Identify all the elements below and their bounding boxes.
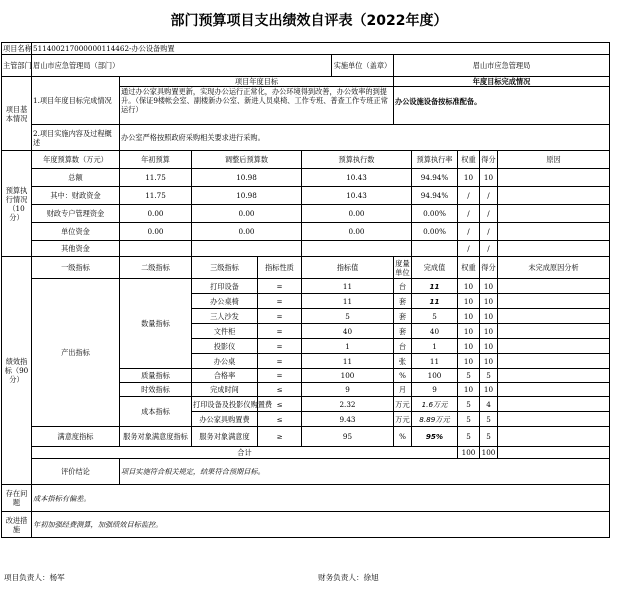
l1-satisfaction: 满意度指标	[32, 427, 120, 447]
perf-cell	[498, 412, 610, 427]
perf-cell: 办公桌椅	[192, 294, 258, 309]
l2-time: 时效指标	[120, 383, 192, 397]
total-label: 合计	[32, 447, 458, 459]
budget-cell: 0.00	[192, 223, 302, 241]
perf-section-label: 绩效指标（90分）	[2, 257, 32, 485]
dept-label: 主管部门	[2, 55, 32, 77]
budget-header: 年度预算数（万元）	[32, 151, 120, 169]
perf-header: 权重	[458, 257, 480, 279]
done-text: 办公设施设备按标准配备。	[394, 87, 610, 125]
perf-cell: 投影仪	[192, 339, 258, 354]
perf-cell: 11	[412, 354, 458, 369]
impl-value: 眉山市应急管理局	[394, 55, 610, 77]
perf-cell: 5	[480, 369, 498, 383]
budget-cell: 0.00%	[412, 205, 458, 223]
perf-cell: 1	[302, 339, 394, 354]
budget-section-label: 预算执行情况（10分）	[2, 151, 32, 257]
perf-cell: =	[258, 369, 302, 383]
l2-quality: 质量指标	[120, 369, 192, 383]
perf-cell: 11	[412, 279, 458, 294]
issue-text: 成本指标有偏差。	[32, 485, 610, 512]
budget-cell	[498, 187, 610, 205]
perf-cell: 4	[480, 397, 498, 412]
perf-cell: 10	[480, 279, 498, 294]
done-header: 年度目标完成情况	[394, 77, 610, 87]
budget-cell: /	[480, 223, 498, 241]
finance-owner: 财务负责人：徐旭	[318, 573, 379, 582]
perf-cell: 11	[302, 279, 394, 294]
issue-label: 存在问题	[2, 485, 32, 512]
process-text: 办公室严格按照政府采购相关要求进行采购。	[120, 125, 610, 151]
perf-cell: 10	[480, 354, 498, 369]
perf-cell: 三人沙发	[192, 309, 258, 324]
perf-cell: 套	[394, 324, 412, 339]
perf-cell: 完成时间	[192, 383, 258, 397]
l2-service: 服务对象满意度指标	[120, 427, 192, 447]
perf-cell	[498, 309, 610, 324]
goal-question: 1.项目年度目标完成情况	[32, 77, 120, 125]
perf-header: 二级指标	[120, 257, 192, 279]
budget-header: 预算执行率	[412, 151, 458, 169]
budget-cell: /	[480, 187, 498, 205]
perf-cell	[498, 279, 610, 294]
perf-cell: 万元	[394, 412, 412, 427]
fix-label: 改进措施	[2, 512, 32, 538]
budget-cell: /	[480, 241, 498, 257]
perf-cell: 文件柜	[192, 324, 258, 339]
budget-cell: 总额	[32, 169, 120, 187]
budget-cell	[192, 241, 302, 257]
budget-cell: 10	[458, 169, 480, 187]
perf-cell: 5	[458, 369, 480, 383]
perf-cell: 5	[458, 412, 480, 427]
perf-header: 完成值	[412, 257, 458, 279]
perf-cell: 9	[302, 383, 394, 397]
perf-cell: 10	[458, 383, 480, 397]
perf-cell: 100	[412, 369, 458, 383]
perf-cell	[498, 354, 610, 369]
budget-row	[2, 187, 610, 205]
perf-cell: 9.43	[302, 412, 394, 427]
budget-header: 得分	[480, 151, 498, 169]
basic-section-label: 项目基本情况	[2, 77, 32, 151]
budget-cell: 其他资金	[32, 241, 120, 257]
perf-cell: =	[258, 294, 302, 309]
perf-cell: 月	[394, 383, 412, 397]
total-score: 100	[480, 447, 498, 459]
perf-cell: 5	[458, 427, 480, 447]
perf-cell: 5	[412, 309, 458, 324]
budget-cell: 0.00%	[412, 223, 458, 241]
perf-cell: ≤	[258, 383, 302, 397]
perf-cell: 万元	[394, 397, 412, 412]
perf-cell: 1	[412, 339, 458, 354]
l2-quantity: 数量指标	[120, 279, 192, 369]
project-name: 511400217000000114462-办公设备购置	[32, 43, 610, 55]
budget-cell: 10.98	[192, 169, 302, 187]
perf-row	[2, 279, 610, 294]
budget-cell: 10.43	[302, 187, 412, 205]
perf-cell: 打印设备	[192, 279, 258, 294]
budget-cell: 10.43	[302, 169, 412, 187]
budget-cell: 94.94%	[412, 187, 458, 205]
perf-cell: 办公家具购置费	[192, 412, 258, 427]
perf-cell: 服务对象满意度	[192, 427, 258, 447]
perf-cell: 5	[480, 427, 498, 447]
perf-header: 一级指标	[32, 257, 120, 279]
budget-cell: 财政专户管理资金	[32, 205, 120, 223]
budget-cell	[302, 241, 412, 257]
budget-cell: /	[458, 205, 480, 223]
perf-cell: 95%	[412, 427, 458, 447]
perf-cell: =	[258, 339, 302, 354]
perf-cell: 10	[480, 339, 498, 354]
project-name-label: 项目名称	[3, 44, 32, 53]
budget-header: 预算执行数	[302, 151, 412, 169]
budget-header: 原因	[498, 151, 610, 169]
budget-header: 调整后预算数	[192, 151, 302, 169]
budget-cell: /	[458, 241, 480, 257]
budget-cell: 11.75	[120, 169, 192, 187]
perf-cell: 合格率	[192, 369, 258, 383]
perf-header: 三级指标	[192, 257, 258, 279]
budget-cell: 10	[480, 169, 498, 187]
perf-cell	[498, 397, 610, 412]
budget-cell	[498, 241, 610, 257]
process-question: 2.项目实施内容及过程概述	[32, 125, 120, 151]
page-title: 部门预算项目支出绩效自评表（2022年度）	[170, 13, 448, 29]
perf-cell: =	[258, 279, 302, 294]
perf-header: 指标性质	[258, 257, 302, 279]
perf-cell: 5	[480, 412, 498, 427]
budget-cell: 11.75	[120, 187, 192, 205]
perf-header: 得分	[480, 257, 498, 279]
perf-cell: 8.89万元	[412, 412, 458, 427]
l1-output: 产出指标	[32, 279, 120, 427]
perf-cell	[498, 447, 610, 459]
perf-cell: 张	[394, 354, 412, 369]
perf-cell: 打印设备及投影仪购置费	[192, 397, 258, 412]
budget-row	[2, 205, 610, 223]
perf-cell: 10	[458, 324, 480, 339]
budget-header: 权重	[458, 151, 480, 169]
perf-cell	[498, 383, 610, 397]
perf-cell: 台	[394, 279, 412, 294]
perf-cell: 9	[412, 383, 458, 397]
eval-label: 评价结论	[32, 459, 120, 485]
perf-row	[2, 427, 610, 447]
perf-cell	[498, 294, 610, 309]
budget-cell: 94.94%	[412, 169, 458, 187]
budget-row	[2, 223, 610, 241]
perf-cell	[498, 427, 610, 447]
budget-cell	[412, 241, 458, 257]
perf-cell: 100	[302, 369, 394, 383]
perf-cell: 40	[302, 324, 394, 339]
budget-cell	[498, 223, 610, 241]
project-owner: 项目负责人：杨军	[4, 573, 65, 582]
perf-cell: 10	[458, 339, 480, 354]
perf-cell: 95	[302, 427, 394, 447]
perf-cell: 10	[480, 324, 498, 339]
perf-cell: 套	[394, 309, 412, 324]
budget-cell: /	[458, 187, 480, 205]
budget-cell: 0.00	[302, 223, 412, 241]
perf-cell	[498, 324, 610, 339]
budget-cell: 10.98	[192, 187, 302, 205]
perf-header: 未完成原因分析	[498, 257, 610, 279]
perf-cell: 11	[302, 354, 394, 369]
perf-cell: =	[258, 354, 302, 369]
goal-text: 通过办公家具购置更新，实现办公运行正常化，办公环境得到改善，办公效率的到提升。（保证9楼帐会室、副楼新办公室、新进人员桌椅、工作专班、普查工作专班正常运行）	[120, 87, 394, 125]
perf-cell: 10	[458, 309, 480, 324]
perf-cell: ≤	[258, 397, 302, 412]
budget-cell	[498, 169, 610, 187]
budget-cell: 0.00	[192, 205, 302, 223]
perf-cell: 台	[394, 339, 412, 354]
perf-header: 度量单位	[395, 258, 410, 277]
perf-cell: 办公桌	[192, 354, 258, 369]
perf-cell: 10	[458, 279, 480, 294]
eval-text: 项目实施符合相关规定，结果符合预期目标。	[120, 459, 610, 485]
budget-cell: 其中：财政资金	[32, 187, 120, 205]
perf-cell: 40	[412, 324, 458, 339]
perf-cell: 5	[458, 397, 480, 412]
budget-cell: 单位资金	[32, 223, 120, 241]
perf-header: 指标值	[302, 257, 394, 279]
perf-cell: 10	[480, 309, 498, 324]
budget-row	[2, 241, 610, 257]
budget-cell: /	[480, 205, 498, 223]
total-weight: 100	[458, 447, 480, 459]
perf-cell: 10	[458, 354, 480, 369]
budget-cell	[498, 205, 610, 223]
perf-cell: ≤	[258, 412, 302, 427]
budget-cell: 0.00	[302, 205, 412, 223]
perf-cell: 1.6万元	[412, 397, 458, 412]
perf-cell: =	[258, 324, 302, 339]
perf-cell: 11	[412, 294, 458, 309]
budget-header: 年初预算	[120, 151, 192, 169]
fix-text: 年初加强经费测算，加强绩效目标监控。	[32, 512, 610, 538]
perf-cell: 2.32	[302, 397, 394, 412]
perf-cell: 10	[480, 294, 498, 309]
budget-cell: 0.00	[120, 223, 192, 241]
perf-cell: 5	[302, 309, 394, 324]
budget-cell: /	[458, 223, 480, 241]
perf-cell: 10	[480, 383, 498, 397]
budget-cell: 0.00	[120, 205, 192, 223]
total-row	[2, 447, 610, 459]
perf-cell: 11	[302, 294, 394, 309]
perf-cell: =	[258, 309, 302, 324]
perf-cell	[498, 339, 610, 354]
dept-value: 眉山市应急管理局（部门）	[32, 55, 332, 77]
budget-cell	[120, 241, 192, 257]
perf-cell: %	[394, 369, 412, 383]
perf-cell: %	[394, 427, 412, 447]
evaluation-table	[1, 42, 610, 538]
budget-row	[2, 169, 610, 187]
goal-header: 项目年度目标	[120, 77, 394, 87]
perf-cell: 10	[458, 294, 480, 309]
perf-cell: 套	[394, 294, 412, 309]
impl-label: 实施单位（盖章）	[332, 55, 394, 77]
perf-cell	[498, 369, 610, 383]
perf-cell: ≥	[258, 427, 302, 447]
l2-cost: 成本指标	[120, 397, 192, 427]
